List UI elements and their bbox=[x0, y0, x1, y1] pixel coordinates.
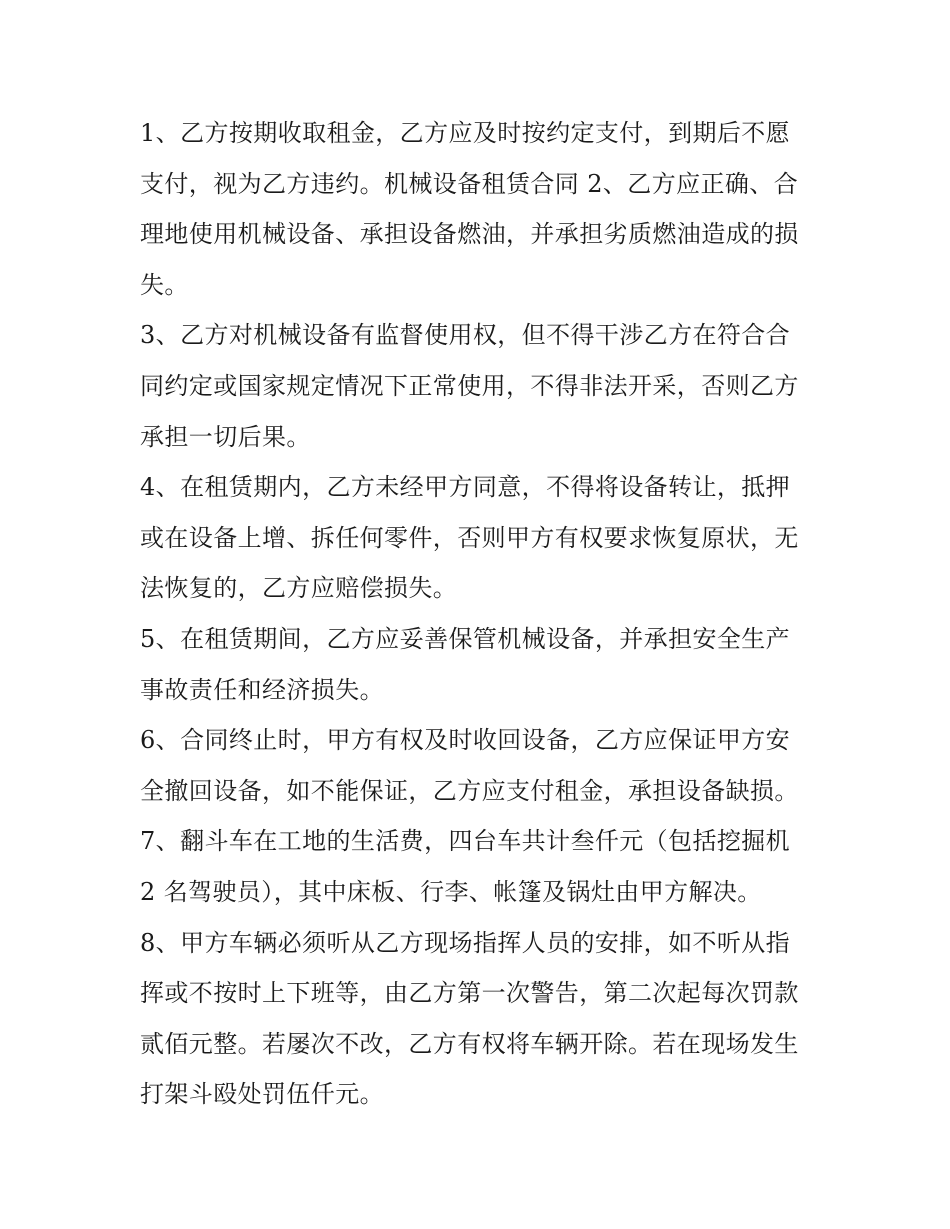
text-line: 打架斗殴处罚伍仟元。 bbox=[140, 1080, 384, 1109]
text-line: 承担一切后果。 bbox=[140, 422, 311, 451]
text-line: 理地使用机械设备、承担设备燃油，并承担劣质燃油造成的损 bbox=[140, 220, 799, 249]
text-line: 同约定或国家规定情况下正常使用，不得非法开采，否则乙方 bbox=[140, 371, 799, 400]
clause-4 bbox=[140, 462, 812, 614]
text-line: 1、乙方按期收取租金，乙方应及时按约定支付，到期后不愿 bbox=[140, 119, 791, 147]
text-line: 全撤回设备，如不能保证，乙方应支付租金，承担设备缺损。 bbox=[140, 776, 799, 805]
text-line: 6、合同终止时，甲方有权及时收回设备，乙方应保证甲方安 bbox=[140, 726, 791, 755]
text-line: 4、在租赁期内，乙方未经甲方同意，不得将设备转让，抵押 bbox=[140, 473, 791, 502]
text-line: 7、翻斗车在工地的生活费，四台车共计叁仟元（包括挖掘机 bbox=[140, 827, 791, 856]
clause-3 bbox=[140, 310, 812, 462]
text-line: 挥或不按时上下班等，由乙方第一次警告，第二次起每次罚款 bbox=[140, 979, 799, 1008]
clause-8 bbox=[140, 918, 812, 1120]
clause-6 bbox=[140, 715, 812, 816]
text-line: 3、乙方对机械设备有监督使用权，但不得干涉乙方在符合合 bbox=[140, 321, 791, 350]
clause-1 bbox=[140, 108, 812, 310]
text-line: 2 名驾驶员），其中床板、行李、帐篷及锅灶由甲方解决。 bbox=[140, 877, 762, 906]
text-line: 贰佰元整。若屡次不改，乙方有权将车辆开除。若在现场发生 bbox=[140, 1029, 799, 1058]
text-line: 5、在租赁期间，乙方应妥善保管机械设备，并承担安全生产 bbox=[140, 624, 791, 653]
text-line: 法恢复的，乙方应赔偿损失。 bbox=[140, 574, 458, 603]
text-line: 8、甲方车辆必须听从乙方现场指挥人员的安排，如不听从指 bbox=[140, 928, 791, 957]
text-line: 支付，视为乙方违约。机械设备租赁合同 2、乙方应正确、合 bbox=[140, 169, 799, 198]
text-line: 失。 bbox=[140, 270, 189, 299]
document-page bbox=[140, 108, 812, 1120]
clause-7 bbox=[140, 816, 812, 917]
text-line: 事故责任和经济损失。 bbox=[140, 675, 384, 704]
text-line: 或在设备上增、拆任何零件，否则甲方有权要求恢复原状，无 bbox=[140, 523, 799, 552]
clause-5 bbox=[140, 614, 812, 715]
